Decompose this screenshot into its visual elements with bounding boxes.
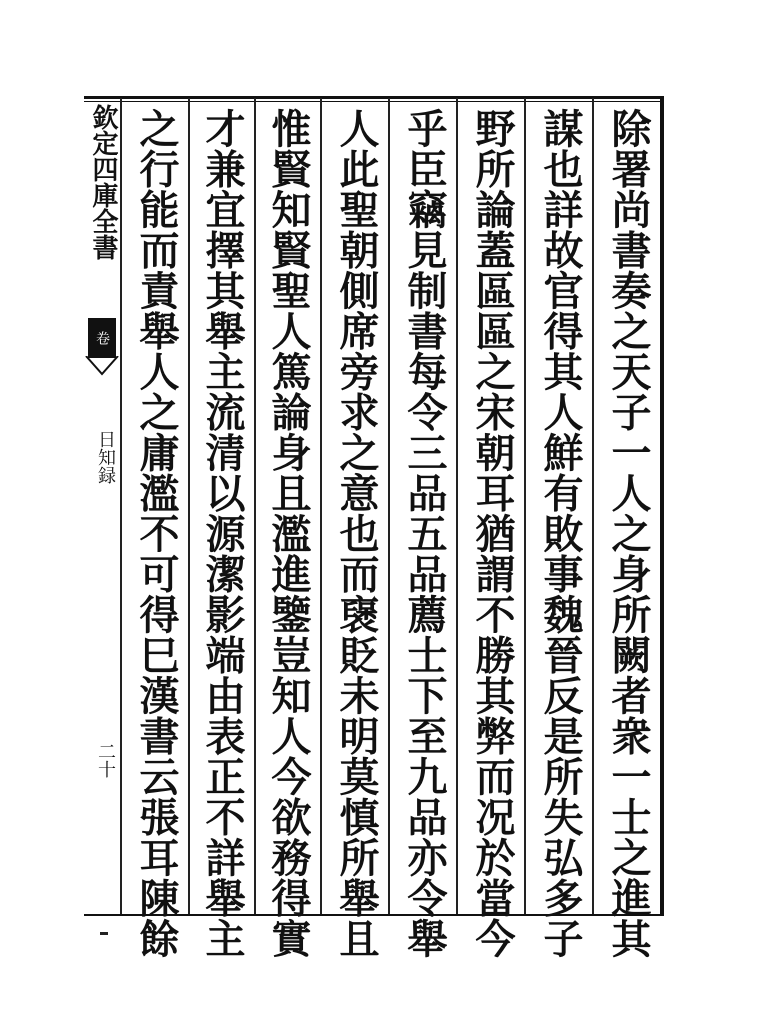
ink-speck (100, 932, 108, 935)
column-divider (120, 98, 122, 914)
text-column-7: 才兼宜擇其舉主流清以源潔影端由表正不詳舉主 (199, 108, 246, 959)
margin-volume-block: 卷 (88, 318, 116, 358)
column-divider (388, 98, 390, 914)
text-column-5: 人此聖朝側席旁求之意也而襃貶未明莫慎所舉且 (333, 108, 380, 959)
margin-book-title: 日知録 (95, 430, 116, 484)
column-divider (524, 98, 526, 914)
text-column-8: 之行能而責舉人之庸濫不可得巳漢書云張耳陳餘 (133, 108, 180, 959)
text-column-3: 野所論蓋區區之宋朝耳猶謂不勝其弊而况於當今 (469, 108, 516, 959)
column-divider (254, 98, 256, 914)
text-column-6: 惟賢知賢聖人篤論身且濫進鑒豈知人今欲務得實 (265, 108, 312, 959)
column-divider (592, 98, 594, 914)
frame-top-rule (84, 101, 664, 102)
column-divider (320, 98, 322, 914)
margin-page-number: 二十 (95, 742, 116, 778)
margin-collection-title: 欽定四庫全書 (88, 104, 118, 260)
text-column-4: 乎臣竊見制書每令三品五品薦士下至九品亦令舉 (401, 108, 448, 959)
column-divider (456, 98, 458, 914)
fish-tail-mark-icon (84, 356, 120, 376)
text-column-1: 除署尚書奏之天子一人之身所闕者衆一士之進其 (605, 108, 652, 959)
text-column-2: 謀也詳故官得其人鮮有敗事魏晉反是所失弘多子 (537, 108, 584, 959)
column-divider (188, 98, 190, 914)
